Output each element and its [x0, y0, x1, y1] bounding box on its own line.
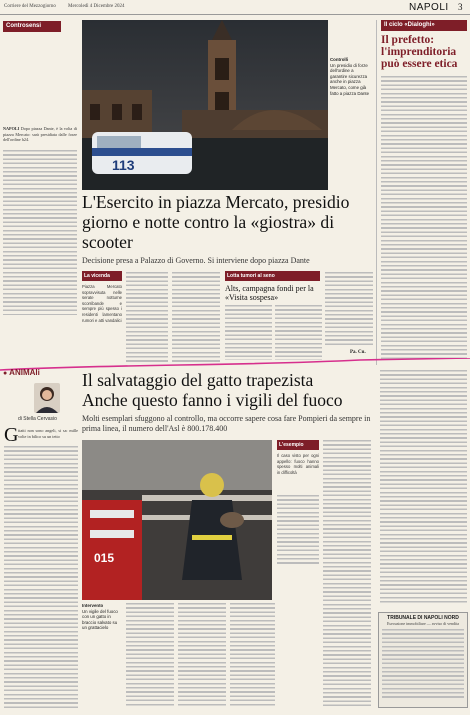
cat-subtitle: Molti esemplari sfuggono al controllo, ma occorre sapere cosa fare Pompieri da sempre in prima linea, il numero dell'Asl è 800.178.400	[82, 414, 371, 433]
cat-body-col6	[380, 370, 467, 605]
side-story-tag	[225, 271, 320, 281]
photo-caption-title: Controlli	[330, 57, 349, 62]
svg-text:015: 015	[94, 551, 115, 565]
animali-logo	[3, 368, 65, 380]
paw-icon: ●	[3, 370, 8, 377]
newspaper-name: Corriere del Mezzogiorno	[4, 4, 56, 9]
lead-text: Dopo piazza Dante, è la volta di piazza Mercato: sarà presidiata dalle forze dell'ordine h24.	[3, 126, 77, 143]
cat-lead: ttatti non sono angeli, si sa: mille volte in bilico su un tetto	[18, 428, 78, 439]
lead-paragraph-filler	[3, 150, 77, 315]
vicenda-tag	[82, 271, 122, 281]
side-story-signature: Pa. Cu.	[350, 350, 366, 355]
right-sidebar	[376, 20, 467, 365]
byline: di Stella Cervasio	[18, 416, 57, 422]
lead-tag: NAPOLI	[3, 126, 20, 131]
svg-text:113: 113	[112, 157, 135, 173]
esempio-body	[277, 495, 319, 565]
legal-notice-title: TRIBUNALE DI NAPOLI NORD	[387, 615, 459, 621]
esempio-tag-text: L'esempio	[279, 442, 304, 448]
main-headline: L'Esercito in piazza Mercato, presidio giorno e notte contro la «giostra» di scooter	[82, 192, 350, 252]
esempio-text: Il caso visto per ogni appello: fuoco hanno spesso molti animali in difficoltà	[277, 453, 319, 475]
sidebar-tag	[381, 20, 467, 31]
photo-caption	[330, 57, 370, 167]
legal-notice	[378, 612, 468, 708]
sidebar-title: Il prefetto: l'imprenditoria può essere etica	[381, 34, 458, 70]
photo-caption-text: Un presidio di forze dell'ordine a garantire sicurezza anche in piazza Mercato, come già fatto a piazza Dante	[330, 62, 370, 96]
cat-body-col2	[126, 603, 174, 708]
intervento-tag: Intervento	[82, 603, 104, 608]
sidebar-tag-text: Il ciclo «Dialoghi»	[384, 22, 435, 28]
legal-notice-body	[382, 629, 464, 699]
side-story-tag-text: Lotta tumori al seno	[227, 273, 275, 279]
cat-body-col1	[4, 446, 78, 708]
cat-body-col4	[230, 603, 275, 708]
cat-headline-line1: Il salvataggio del gatto trapezista	[82, 370, 314, 390]
vicenda-tag-text: La vicenda	[84, 273, 110, 279]
sidebar-body-text	[381, 76, 467, 361]
side-story-body-a	[225, 305, 272, 360]
firefighter-photo	[82, 440, 272, 600]
side-story-body-b	[275, 305, 322, 360]
piazza-mercato-photo	[82, 20, 328, 190]
esempio-tag	[277, 440, 319, 450]
page-header	[0, 0, 470, 15]
photo-caption-intervento	[82, 603, 122, 693]
page-number: 3	[458, 2, 463, 12]
author-photo	[34, 383, 60, 413]
legal-notice-text: Esecuzione immobiliare — avviso di vendita	[386, 621, 460, 626]
animali-logo-text: ANIMAli	[9, 368, 40, 377]
vicenda-text: Piazza Mercato sopravvisuta nelle serate notturne scorribande e sempre più spesso i residenti lamentano rumori e atti vandalici	[82, 284, 122, 323]
cat-body-col3	[178, 603, 226, 708]
side-story-body-c	[325, 272, 373, 347]
kicker-text: Controsensi	[6, 23, 42, 29]
main-body-col2	[172, 272, 220, 362]
intervento-text: Un vigile del fuoco con un gatto in braccio salvato su un grattacielo	[82, 608, 118, 631]
main-body-col1	[126, 272, 168, 362]
cat-body-col5	[323, 440, 371, 708]
drop-cap: G	[4, 424, 19, 446]
cat-headline-line2: Anche questo fanno i vigili del fuoco	[82, 390, 343, 410]
kicker-label	[3, 21, 61, 32]
issue-date: Mercoledì 4 Dicembre 2024	[68, 4, 125, 9]
main-subtitle: Decisione presa a Palazzo di Governo. Si interviene dopo piazza Dante	[82, 256, 310, 265]
side-story-title: Alts, campagna fondi per la «Visita sospesa»	[225, 284, 314, 302]
section-name: NAPOLI	[409, 2, 449, 13]
